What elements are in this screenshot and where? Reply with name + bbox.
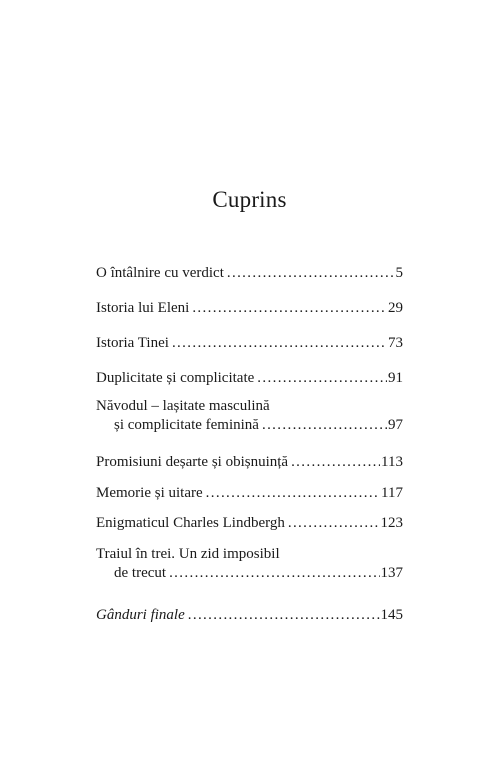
toc-page-number: 97: [388, 417, 403, 433]
toc-page-number: 73: [388, 335, 403, 351]
toc-entry: [96, 299, 403, 318]
toc-line: [96, 606, 403, 625]
toc-entry: [96, 484, 403, 503]
toc-line: [96, 453, 403, 472]
toc-page-number: 29: [388, 300, 403, 316]
toc-page-number: 113: [381, 454, 403, 470]
toc-page-number: 5: [395, 265, 403, 281]
toc-entry-title: Gânduri finale: [96, 607, 185, 623]
toc-entry-title-continued: de trecut: [114, 565, 167, 581]
toc-entry-title: Istoria lui Eleni: [96, 300, 190, 316]
toc-entry: [96, 545, 403, 583]
toc-line: [96, 369, 403, 388]
dot-leader: [254, 369, 387, 388]
toc-page-number: 91: [388, 370, 403, 386]
toc-line: [96, 397, 403, 416]
dot-leader: [203, 484, 380, 503]
dot-leader: [288, 453, 380, 472]
toc-entry-title: Istoria Tinei: [96, 335, 169, 351]
toc-entry-title: Traiul în trei. Un zid imposibil: [96, 546, 280, 562]
toc-entry-title: Promisiuni deșarte și obișnuință: [96, 454, 289, 470]
toc-entry-title: Enigmaticul Charles Lindbergh: [96, 515, 285, 531]
toc-entry: [96, 334, 403, 353]
toc-line: [96, 564, 403, 583]
toc-line: [96, 334, 403, 353]
toc-entry-title: O întâlnire cu verdict: [96, 265, 224, 281]
dot-leader: [166, 564, 379, 583]
toc-entry-title-continued: și complicitate feminină: [114, 417, 259, 433]
toc-page-number: 145: [380, 607, 403, 623]
toc-line: [96, 545, 403, 564]
toc-entry-title: Memorie și uitare: [96, 485, 203, 501]
dot-leader: [224, 264, 395, 283]
toc-entry-title: Năvodul – lașitate masculină: [96, 398, 270, 414]
toc-line: [96, 514, 403, 533]
dot-leader: [185, 606, 380, 625]
toc-entry: [96, 264, 403, 283]
dot-leader: [189, 299, 387, 318]
toc-page-number: 123: [380, 515, 403, 531]
toc-entry: [96, 369, 403, 388]
toc-page-number: 117: [381, 485, 403, 501]
toc-line: [96, 264, 403, 283]
toc-page-number: 137: [380, 565, 403, 581]
page-title: Cuprins: [212, 187, 287, 212]
toc-entry: [96, 514, 403, 533]
dot-leader: [285, 514, 380, 533]
dot-leader: [169, 334, 387, 353]
toc-entry: [96, 453, 403, 472]
toc-line: [96, 484, 403, 503]
toc-line: [96, 299, 403, 318]
toc-entry: [96, 606, 403, 625]
dot-leader: [259, 416, 387, 435]
toc-entry-title: Duplicitate și complicitate: [96, 370, 255, 386]
toc-line: [96, 416, 403, 435]
toc-entry: [96, 397, 403, 435]
